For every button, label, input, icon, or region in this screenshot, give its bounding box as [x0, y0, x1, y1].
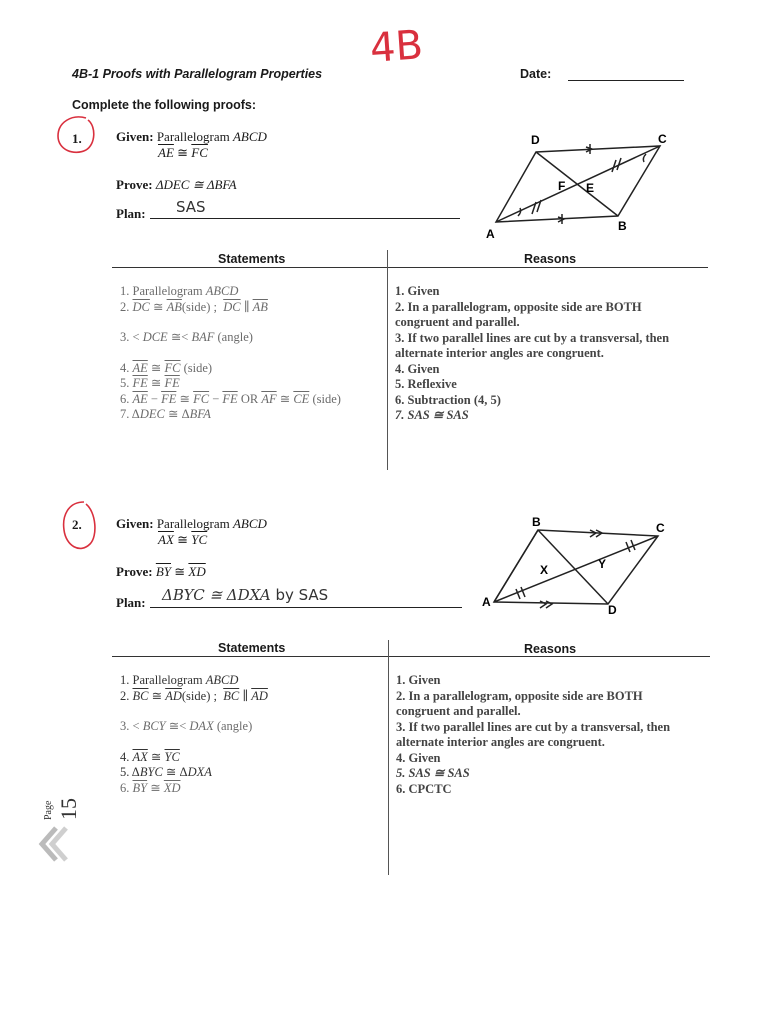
proof2-statement-1: 1. Parallelogram ABCD — [120, 673, 239, 687]
proof1-statement-1: 1. Parallelogram ABCD — [120, 284, 239, 298]
proof1-statements-header: Statements — [218, 252, 286, 266]
proof1-label-e: E — [586, 181, 595, 195]
proof2-statement-4: 4. $\overline{AX}$ ≅ $\overline{YC}$ — [120, 749, 180, 764]
proof1-number: 1. — [72, 131, 82, 146]
proof1-reason-2: 2. In a parallelogram, opposite side are BOTH — [395, 299, 642, 314]
proof1-label-c: C — [658, 132, 667, 146]
proof2-label-d: D — [608, 603, 617, 616]
proof1-label-b: B — [618, 219, 627, 233]
page-chevron-icon — [36, 826, 70, 866]
proof2-reason-5: 5. SAS ≅ SAS — [396, 766, 470, 780]
proof1-prove: Prove: ΔDEC ≅ ΔBFA — [116, 177, 237, 192]
proof1-given-2: $\overline{AE}$ ≅ $\overline{FC}$ — [158, 145, 208, 160]
proof1-statement-5: 5. $\overline{FE}$ ≅ $\overline{FE}$ — [120, 376, 180, 390]
proof1-reason-7: 7. SAS ≅ SAS — [395, 408, 469, 422]
proof2-reason-3-cont: alternate interior angles are congruent. — [396, 735, 605, 749]
proof1-statement-3: 3. < DCE ≅< BAF (angle) — [120, 330, 253, 344]
instructions: Complete the following proofs: — [72, 98, 257, 112]
proof1-table-rule — [112, 267, 708, 268]
proof2-statement-6: 6. $\overline{BY}$ ≅ $\overline{XD}$ — [120, 780, 181, 795]
proof1-table-divider — [387, 250, 388, 470]
proof2-statement-5: 5. ΔBYC ≅ ΔDXA — [120, 765, 212, 779]
proof2-reason-2: 2. In a parallelogram, opposite side are BOTH — [396, 688, 643, 703]
proof1-statement-7: 7. ΔDEC ≅ ΔBFA — [120, 407, 211, 421]
proof2-given-2: $\overline{AX}$ ≅ $\overline{YC}$ — [158, 532, 208, 547]
proof1-reason-4: 4. Given — [395, 361, 440, 376]
proof1-reason-3-cont: alternate interior angles are congruent. — [395, 346, 604, 360]
proof1-reason-2-cont: congruent and parallel. — [395, 315, 520, 329]
proof2-reason-3: 3. If two parallel lines are cut by a transversal, then — [396, 719, 671, 734]
proof2-plan: Plan: — [116, 595, 146, 610]
proof2-reason-1: 1. Given — [396, 673, 441, 687]
proof2-label-x: X — [540, 563, 549, 577]
date-line[interactable] — [568, 80, 684, 81]
worksheet-title: 4B-1 Proofs with Parallelogram Properties — [72, 67, 323, 81]
proof1-label-f: F — [558, 179, 566, 193]
proof2-number: 2. — [72, 517, 82, 532]
proof2-table-divider — [388, 640, 389, 875]
proof2-prove: Prove: $\overline{BY}$ ≅ $\overline{XD}$ — [116, 564, 206, 579]
proof2-statements-header: Statements — [218, 641, 286, 655]
proof1-reason-1: 1. Given — [395, 284, 440, 298]
proof2-label-a: A — [482, 595, 491, 609]
proof1-plan-line[interactable] — [150, 218, 460, 219]
proof2-label-b: B — [532, 516, 541, 529]
proof1-plan: Plan: — [116, 206, 146, 221]
proof1-statement-6: 6. $\overline{AE} - \overline{FE}$ ≅ $\overline{FC} - \overline{FE}$ OR $\overline{AF}$ ≅ $\overline{CE}$ (side) — [120, 391, 341, 406]
page-word: Page — [43, 800, 54, 820]
proof1-given: Given: Parallelogram ABCD — [116, 129, 267, 144]
proof2-reasons-list — [396, 673, 708, 797]
proof2-reason-6: 6. CPCTC — [396, 781, 452, 796]
proof1-reason-6: 6. Subtraction (4, 5) — [395, 392, 501, 407]
proof1-statement-4: 4. $\overline{AE}$ ≅ $\overline{FC}$ (side) — [120, 360, 213, 375]
proof1-statement-2: 2. $\overline{DC}$ ≅ $\overline{AB}(side)$ ; $\overline{DC}$ ∥ $\overline{AB}$ — [120, 299, 268, 314]
handwritten-4b-mark: 4B — [368, 22, 425, 72]
proof2-reason-4: 4. Given — [396, 750, 441, 765]
proof1-given-1: Parallelogram ABCD — [156, 129, 267, 144]
page-number: 15 — [56, 798, 81, 820]
proof2-given: Given: Parallelogram ABCD — [116, 516, 267, 531]
proof2-parallelogram-diagram — [480, 516, 680, 616]
proof2-statement-3: 3. < BCY ≅< DAX (angle) — [120, 719, 253, 733]
proof1-statements-list — [120, 284, 382, 423]
proof1-label-a: A — [486, 227, 495, 241]
proof2-reasons-header: Reasons — [524, 642, 577, 656]
proof1-label-d: D — [531, 133, 540, 147]
proof2-given-1: Parallelogram ABCD — [156, 516, 267, 531]
proof2-plan-answer: ΔBYC ≅ ΔDXA by SAS — [162, 586, 329, 604]
proof2-plan-line[interactable] — [150, 607, 462, 608]
proof1-parallelogram-diagram — [478, 130, 678, 242]
proof1-reasons-header: Reasons — [524, 252, 577, 266]
proof1-reasons-list — [395, 284, 707, 424]
proof2-statement-2: 2. $\overline{BC}$ ≅ $\overline{AD}(side)$ ; $\overline{BC}$ ∥ $\overline{AD}$ — [120, 688, 268, 703]
date-label: Date: — [520, 67, 552, 81]
proof2-table-rule — [112, 656, 710, 657]
proof1-reason-3: 3. If two parallel lines are cut by a transversal, then — [395, 330, 670, 345]
proof1-plan-answer: SAS — [176, 198, 206, 216]
proof2-label-y: Y — [598, 557, 607, 571]
proof2-label-c: C — [656, 521, 665, 535]
proof1-reason-5: 5. Reflexive — [395, 377, 457, 391]
proof2-statements-list — [120, 673, 382, 796]
proof2-reason-2-cont: congruent and parallel. — [396, 704, 521, 718]
